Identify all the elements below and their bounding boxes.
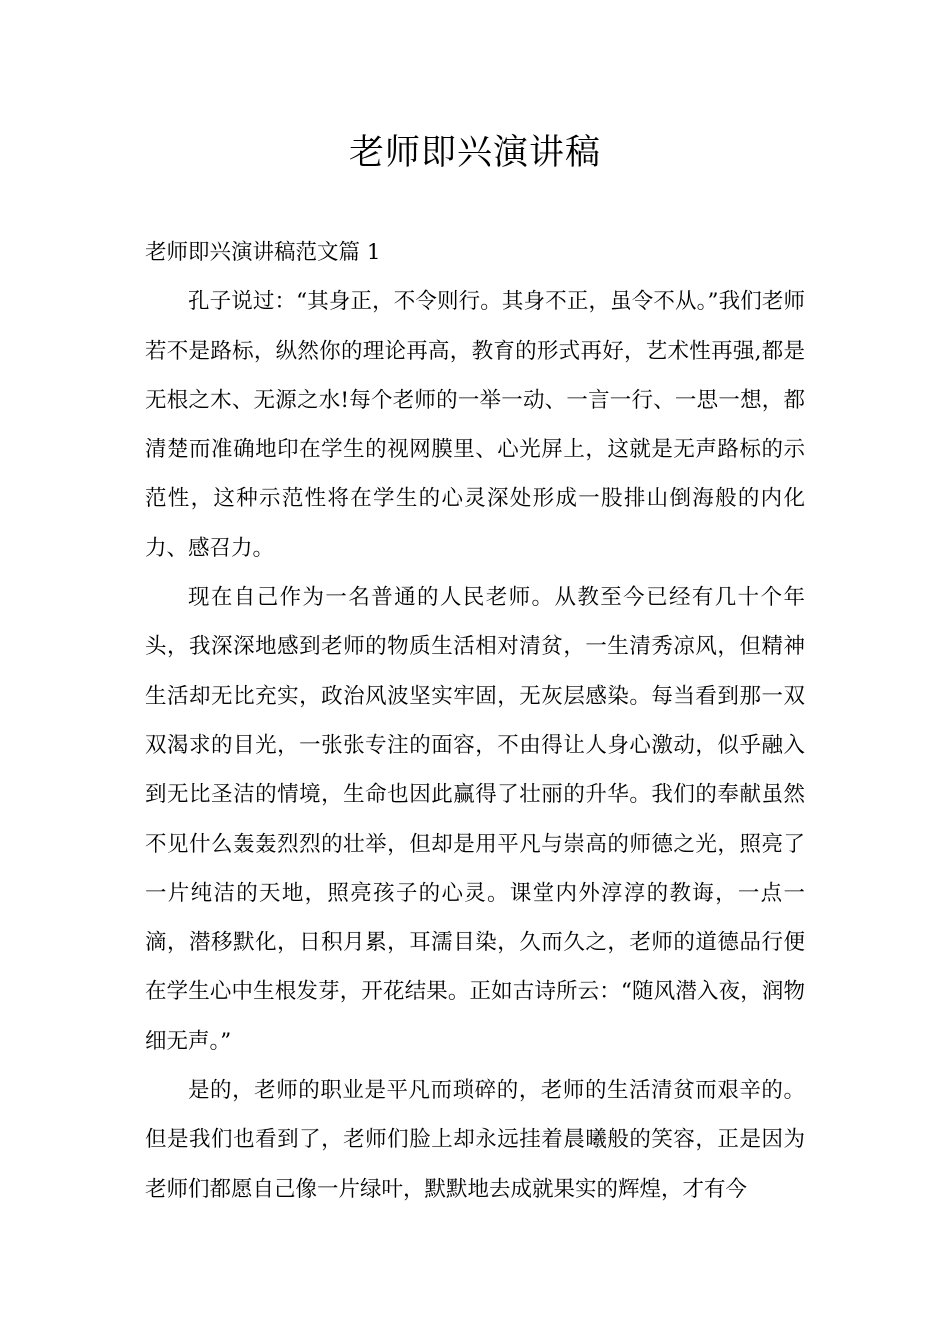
document-body	[145, 228, 805, 1214]
paragraph-1: 孔子说过：“其身正，不令则行。其身不正，虽令不从。”我们老师若不是路标，纵然你的理论再高，教育的形式再好，艺术性再强,都是无根之木、无源之水!每个老师的一举一动、一言一行、一思一想，都清楚而准确地印在学生的视网膜里、心光屏上，这就是无声路标的示范性，这种示范性将在学生的心灵深处形成一股排山倒海般的内化力、感召力。	[145, 289, 805, 561]
paragraph-2: 现在自己作为一名普通的人民老师。从教至今已经有几十个年头，我深深地感到老师的物质生活相对清贫，一生清秀凉风，但精神生活却无比充实，政治风波坚实牢固，无灰层感染。每当看到那一双双渴求的目光，一张张专注的面容，不由得让人身心激动，似乎融入到无比圣洁的情境，生命也因此赢得了壮丽的升华。我们的奉献虽然不见什么轰轰烈烈的壮举，但却是用平凡与崇高的师德之光，照亮了一片纯洁的天地，照亮孩子的心灵。课堂内外淳淳的教诲，一点一滴，潜移默化，日积月累，耳濡目染，久而久之，老师的道德品行便在学生心中生根发芽，开花结果。正如古诗所云：“随风潜入夜，润物细无声。”	[145, 585, 805, 1054]
document-title: 老师即兴演讲稿	[348, 133, 601, 173]
section-heading: 老师即兴演讲稿范文篇 1	[145, 240, 381, 265]
paragraph-3: 是的，老师的职业是平凡而琐碎的，老师的生活清贫而艰辛的。但是我们也看到了，老师们脸上却永远挂着晨曦般的笑容，正是因为老师们都愿自己像一片绿叶，默默地去成就果实的辉煌，才有今	[145, 1078, 805, 1202]
